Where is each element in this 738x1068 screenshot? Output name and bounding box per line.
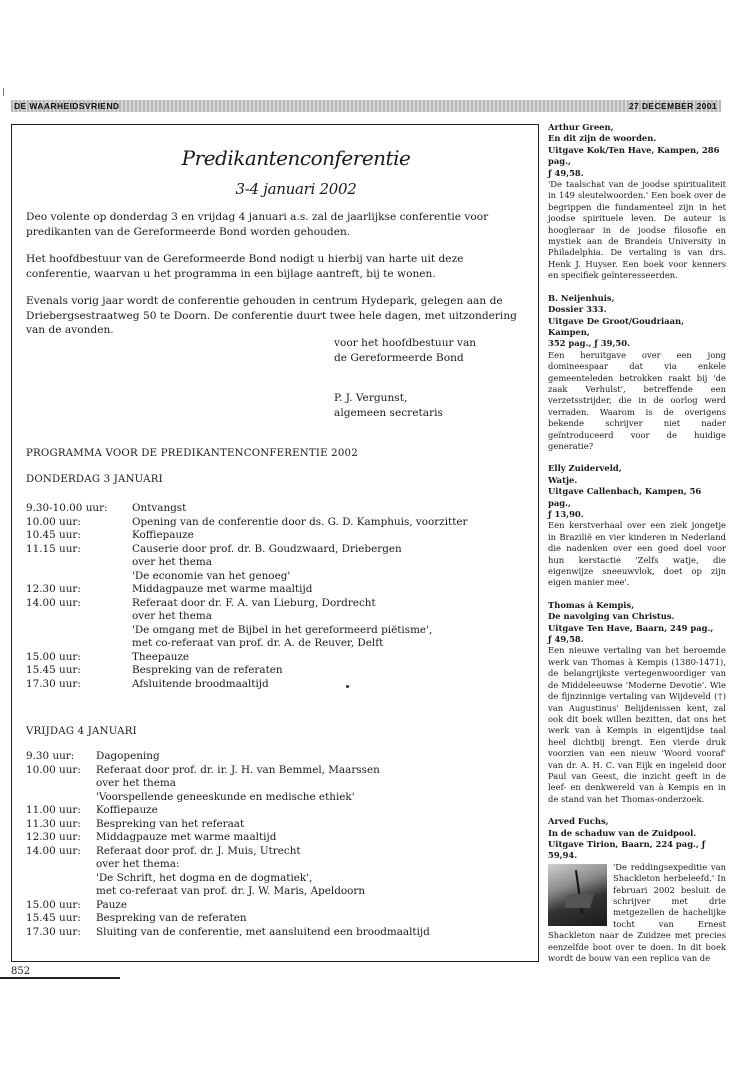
schedule-time: 10.45 uur: [26, 529, 81, 541]
schedule-row [26, 516, 531, 530]
schedule-time: 14.00 uur: [26, 596, 81, 609]
review-item: Elly Zuiderveld, Watje. Uitgave Callenbach, Kampen, 56 pag., ƒ 13,90. Een kerstverhaal over een ziek jongetje in Brazilië en vier kinderen in Nederland die nadenken over een goed doel voor hun kerstactie 'Zelfs watje, die eigenwijze sneeuwvlok, doet op zijn eigen manier mee'. [548, 463, 726, 588]
schedule-activity: Afsluitende broodmaaltijd [132, 677, 269, 690]
intro-paragraph: Deo volente op donderdag 3 en vrijdag 4 januari a.s. zal de jaarlijkse conferentie voor predikanten van de Gereformeerde Bond worden gehouden. [26, 211, 489, 238]
schedule-activity: Referaat door dr. F. A. van Lieburg, Dordrecht [132, 596, 376, 609]
day1-heading: DONDERDAG 3 JANUARI [26, 474, 163, 485]
schedule-activity: 'De economie van het genoeg' [132, 569, 291, 582]
schedule-activity: met co-referaat van prof. dr. J. W. Maris, Apeldoorn [96, 885, 366, 897]
header-bar [11, 100, 721, 112]
review-item: Arved Fuchs, In de schaduw van de Zuidpool. Uitgave Tirion, Baarn, 224 pag., ƒ 59,94. 'De reddingsexpeditie van Shackleton herbeleefd.' In februari 2002 besluit de schrijver met drie metgezellen de hachelijke tocht van Ernest Shackleton naar de Zuidzee met precies eenzelfde boot over te doen. In dit boek wordt de bouw van een replica van de [548, 816, 726, 964]
schedule-time: 15.45 uur: [26, 664, 81, 676]
review-item: B. Neijenhuis, Dossier 333. Uitgave De Groot/Goudriaan, Kampen, 352 pag., ƒ 39,50. Een heruitgave over een jong domineespaar dat via enkele gemeenteleden betrokken raakt bij 'de zaak Verhulst', betreffende een verzetsstrijder, die in de oorlog werd verraden. Waarom is de overigens bekende schrijver niet nader geïntroduceerd voor de huidige generatie? [548, 292, 726, 451]
schedule-activity: Bespreking van het referaat [96, 817, 245, 830]
schedule-row [26, 570, 531, 584]
schedule-row [26, 818, 531, 832]
day2-schedule [26, 750, 531, 939]
schedule-row [26, 610, 531, 624]
schedule-time: 11.30 uur: [26, 817, 81, 830]
schedule-time: 10.00 uur: [26, 763, 81, 776]
schedule-activity: over het thema: [96, 858, 180, 870]
schedule-row [26, 583, 531, 597]
schedule-row [26, 872, 531, 886]
signature-secretary: P. J. Vergunst, algemeen secretaris [334, 392, 443, 419]
schedule-row [26, 624, 531, 638]
schedule-time: 10.00 uur: [26, 515, 81, 528]
schedule-row [26, 899, 531, 913]
schedule-time: 14.00 uur: [26, 844, 81, 857]
day1-schedule [26, 502, 531, 691]
schedule-activity: Dagopening [96, 750, 160, 762]
schedule-activity: Referaat door prof. dr. J. Muis, Utrecht [96, 844, 301, 857]
schedule-activity: met co-referaat van prof. dr. A. de Reuver, Delft [132, 637, 384, 649]
review-item: Thomas à Kempis, De navolging van Christus. Uitgave Ten Have, Baarn, 249 pag., ƒ 49,58. Een nieuwe vertaling van het beroemde werk van Thomas à Kempis (1380-1471), de belangrijkste vertegenwoordiger van de Middeleeuwse 'Moderne Devotie'. Wie de fijnzinnige vertaling van Wijdeveld (†) van Augustinus' Belijdenissen kent, zal ook dit boek willen bezitten, dat ons het werk van à Kempis in eigentijdse taal heel dichtbij brengt. Een vierde druk voorzien van een nieuw 'Woord vooraf' van dr. A. H. C. van Eijk en ingeleid door Paul van Geest, die inzicht geeft in de leef- en denkwereld van à Kempis en in de stand van het Thomas-onderzoek. [548, 599, 726, 804]
schedule-activity: Bespreking van de referaten [132, 664, 283, 676]
schedule-row [26, 750, 531, 764]
schedule-row [26, 529, 531, 543]
schedule-row [26, 651, 531, 665]
schedule-activity: over het thema [132, 610, 212, 622]
schedule-time: 12.30 uur: [26, 583, 81, 595]
schedule-row [26, 678, 531, 692]
scan-mark [3, 88, 4, 96]
print-speck [346, 685, 349, 688]
day2-heading: VRIJDAG 4 JANUARI [26, 726, 137, 737]
schedule-row [26, 777, 531, 791]
issue-date: 27 DECEMBER 2001 [628, 101, 717, 111]
schedule-row [26, 845, 531, 859]
schedule-activity: Middagpauze met warme maaltijd [96, 831, 277, 843]
schedule-activity: Opening van de conferentie door ds. G. D. Kamphuis, voorzitter [132, 515, 468, 528]
location-paragraph: Evenals vorig jaar wordt de conferentie gehouden in centrum Hydepark, gelegen aan de Driebergsestraatweg 50 te Doorn. De conferentie duurt twee hele dagen, met uitzondering van de avonden. [26, 295, 517, 336]
schedule-time: 17.30 uur: [26, 925, 81, 938]
schedule-time: 15.00 uur: [26, 650, 81, 663]
schedule-row [26, 597, 531, 611]
schedule-activity: 'Voorspellende geneeskunde en medische ethiek' [96, 790, 355, 803]
schedule-time: 15.45 uur: [26, 912, 81, 924]
schedule-activity: Bespreking van de referaten [96, 912, 247, 924]
footer-rule [0, 977, 120, 979]
review-description: 'De reddingsexpeditie van Shackleton herbeleefd.' In februari 2002 besluit de schrijver met drie metgezellen de hachelijke tocht van Ernest Shackleton naar de Zuidzee met precies eenzelfde boot over te doen. In dit boek wordt de bouw van een replica van de [548, 861, 726, 964]
schedule-activity: Theepauze [132, 650, 190, 663]
schedule-time: 9.30 uur: [26, 750, 75, 762]
schedule-activity: Referaat door prof. dr. ir. J. H. van Bemmel, Maarssen [96, 763, 380, 776]
invitation-paragraph: Het hoofdbestuur van de Gereformeerde Bond nodigt u hierbij van harte uit deze conferentie, waarvan u het programma in een bijlage aantreft, bij te wonen. [26, 253, 464, 280]
page-subtitle: 3-4 januari 2002 [235, 180, 357, 198]
schedule-activity: Ontvangst [132, 502, 187, 514]
schedule-row [26, 556, 531, 570]
schedule-activity: Koffiepauze [132, 529, 194, 541]
page-number: 852 [11, 966, 31, 977]
schedule-activity: Sluiting van de conferentie, met aansluitend een broodmaaltijd [96, 925, 430, 938]
schedule-row [26, 543, 531, 557]
page-title: Predikantenconferentie [181, 146, 411, 170]
publication-name: DE WAARHEIDSVRIEND [14, 101, 120, 111]
schedule-time: 11.00 uur: [26, 804, 81, 816]
schedule-row [26, 637, 531, 651]
program-heading: PROGRAMMA VOOR DE PREDIKANTENCONFERENTIE 2002 [26, 448, 358, 459]
schedule-activity: over het thema [96, 777, 176, 789]
signature-board: voor het hoofdbestuur van de Gereformeerde Bond [334, 337, 477, 364]
schedule-activity: Pauze [96, 898, 128, 911]
schedule-row [26, 912, 531, 926]
schedule-time: 11.15 uur: [26, 542, 81, 555]
schedule-time: 15.00 uur: [26, 898, 81, 911]
book-cover-image [548, 864, 607, 926]
schedule-time: 17.30 uur: [26, 677, 81, 690]
schedule-activity: over het thema [132, 556, 212, 568]
schedule-activity: 'De omgang met de Bijbel in het gereformeerd piëtisme', [132, 623, 433, 636]
schedule-row [26, 502, 531, 516]
schedule-row [26, 885, 531, 899]
schedule-row [26, 858, 531, 872]
schedule-time: 9.30-10.00 uur: [26, 502, 108, 514]
schedule-time: 12.30 uur: [26, 831, 81, 843]
schedule-activity: Causerie door prof. dr. B. Goudzwaard, Driebergen [132, 542, 402, 555]
schedule-row [26, 804, 531, 818]
schedule-row [26, 831, 531, 845]
schedule-row [26, 926, 531, 940]
book-reviews-column [548, 122, 726, 975]
schedule-activity: 'De Schrift, het dogma en de dogmatiek', [96, 871, 313, 884]
schedule-row [26, 764, 531, 778]
schedule-activity: Middagpauze met warme maaltijd [132, 583, 313, 595]
schedule-row [26, 791, 531, 805]
schedule-activity: Koffiepauze [96, 804, 158, 816]
review-item: Arthur Green, En dit zijn de woorden. Uitgave Kok/Ten Have, Kampen, 286 pag., ƒ 49,58. 'De taalschat van de joodse spiritualiteit in 149 sleutelwoorden.' Een boek over de begrippen die fundamenteel zijn in het joodse spirituele leven. De auteur is hoogleraar in de joodse filosofie en mystiek aan de Brandeis University in Philadelphia. De vertaling is van drs. Henk J. Huyser. Een boek voor kenners en specifiek geïnteresseerden. [548, 122, 726, 281]
schedule-row [26, 664, 531, 678]
